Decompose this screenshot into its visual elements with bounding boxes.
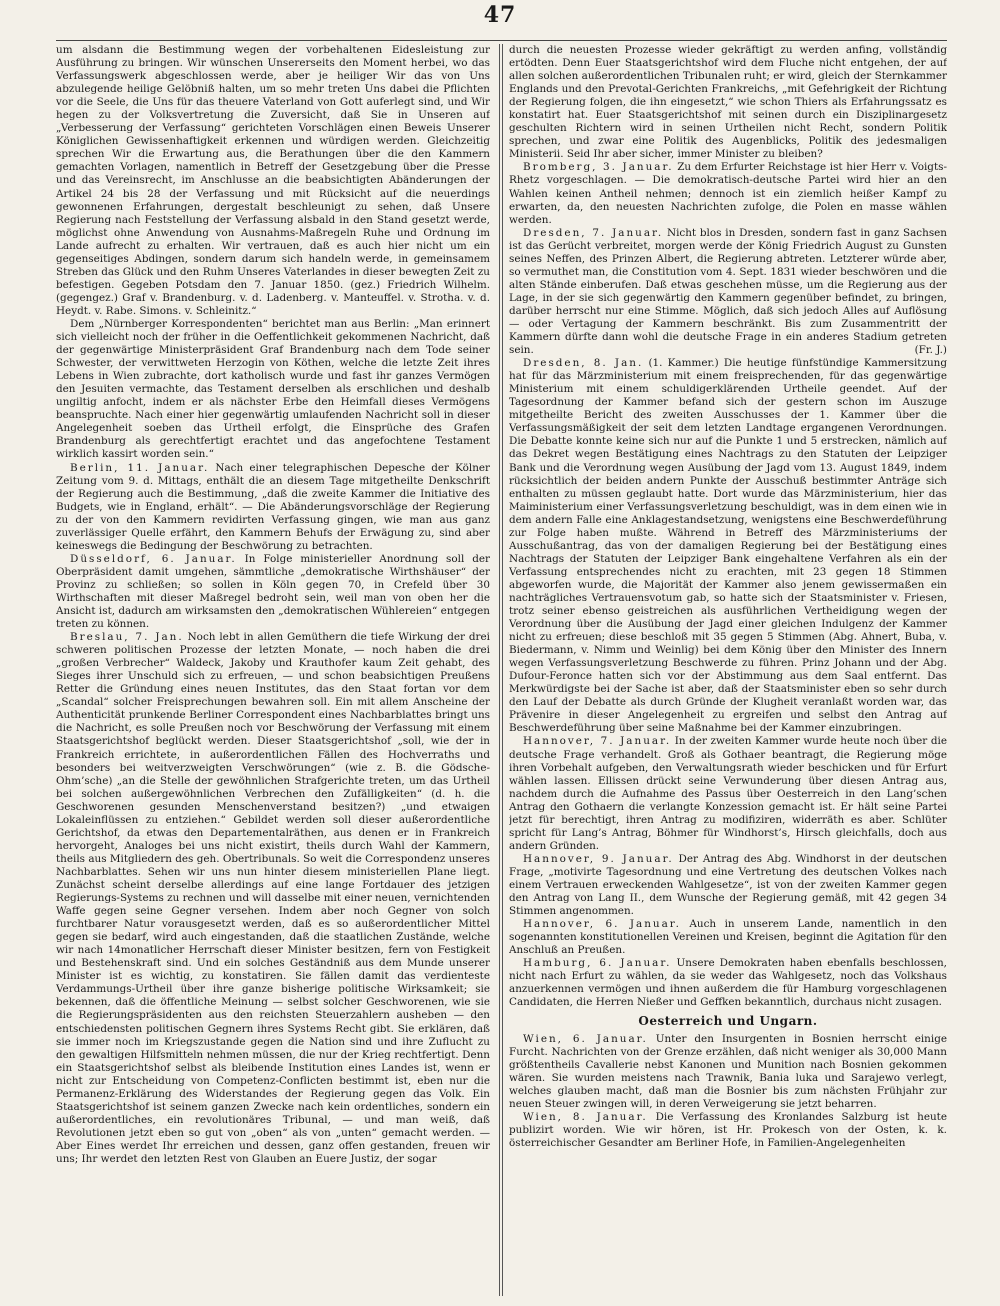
continued-paragraph bbox=[56, 44, 490, 318]
article-text: Zu dem Erfurter Reichstage ist hier Herr v. Voigts-Rhetz vorgeschlagen. — Die demokratisch-deutsche Partei wird hier an den Wahlen keinen Antheil nehmen; dennoch ist ein ziemlich heißer Kampf zu erwarten, da, den neuesten Nachrichten zufolge, die Polen en masse wählen werden. bbox=[509, 161, 947, 226]
article-dateline: Breslau, 7. Jan. bbox=[70, 631, 184, 644]
article-dateline: Hannover, 9. Januar. bbox=[523, 852, 674, 865]
article-dateline: Wien, 6. Januar. bbox=[523, 1032, 648, 1045]
article-dateline: Hannover, 6. Januar. bbox=[523, 918, 681, 931]
article-text: Nach einer telegraphischen Depesche der Kölner Zeitung vom 9. d. Mittags, enthält die an diesem Tage mitgetheilte Denkschrift der Regierung auch die Bestimmung, „daß die zweite Kammer die Initiative des Budgets, wie in England, erhält“. — Die Abänderungsvorschläge der Regierung zu der von den Kammern revidirten Verfassung gingen, wie man aus ganz zuverlässiger Quelle erfährt, den Kammern Behufs der Erwägung zu, sind aber keineswegs die Bedingung der Beschwörung zu betrachten. bbox=[56, 461, 490, 552]
header-rule bbox=[56, 40, 947, 41]
article-text: Nicht blos in Dresden, sondern fast in ganz Sachsen ist das Gerücht verbreitet, morgen werde der König Friedrich August zu Gunsten seines Neffen, des Prinzen Albert, die Regierung abtreten. Letzterer würde aber, so vermuthet man, die Constitution vom 4. Sept. 1831 wieder beschwören und die alten Stände einberufen. Daß etwas geschehen müsse, um die Regierung aus der Lage, in der sie sich gegenwärtig den Kammern gegenüber befindet, zu bringen, darüber herrscht nur eine Stimme. Möglich, daß sich jedoch Alles auf Auflösung — oder Vertagung der Kammern beschränkt. Bis zum Zusammentritt der Kammern dürfte dann wohl die deutsche Frage in ein anderes Stadium getreten sein. bbox=[509, 226, 947, 357]
article-dateline: Düsseldorf, 6. Januar. bbox=[70, 552, 237, 565]
article-text: Noch lebt in allen Gemüthern die tiefe Wirkung der drei schweren politischen Prozesse der letzten Monate, — noch haben die drei „großen Verbrecher“ Waldeck, Jakoby und Krauthofer kaum Zeit gehabt, des Sieges ihrer Unschuld sich zu erfreuen, — und schon beabsichtigen Preußens Retter die Gründung eines neuen Institutes, das den Staat fortan vor dem „Scandal“ solcher Freisprechungen bewahren soll. Ein mit allem Anscheine der Authenticität prunkende Berliner Correspondent eines Nachbarblattes bringt uns die Nachricht, es solle Preußen noch vor Beschwörung der Verfassung mit einem Staatsgerichtshof beglückt werden. Dieser Staatsgerichtshof „soll, wie der in Frankreich errichtete, in außerordentlichen Fällen des Hochverraths und besonders bei weitverzweigten Verschwörungen“ (wie z. B. die Gödsche-Ohm’sche) „an die Stelle der gewöhnlichen Strafgerichte treten, um das Urtheil bei solchen außergewöhnlichen Verbrechen den Zufälligkeiten“ (d. h. die Geschworenen gesunden Menschenverstand besitzen?) „und etwaigen Lokaleinflüssen zu entziehen.“ Gebildet werden soll dieser außerordentliche Gerichtshof, da etwas den Departementalräthen, aus denen er in Frankreich hervorgeht, Analoges bei uns nicht existirt, theils durch Wahl der Kammern, theils aus Mitgliedern des geh. Obertribunals. So weit die Correspondenz unseres Nachbarblattes. Sehen wir uns nun hinter diesem ministeriellen Plane liegt. Zunächst scheint derselbe allerdings auf eine lange Fortdauer des jetzigen Regierungs-Systems zu rechnen und will dasselbe mit einer neuen, vernichtenden Waffe gegen seine Gegner versehen. Indem aber noch Gegner von solch furchtbarer Natur vorausgesetzt werden, daß es so außerordentlicher Mittel gegen sie bedarf, wird auch eingestanden, daß die staatlichen Zustände, welche wir nach 14monatlicher Herrschaft dieser Minister besitzen, fern von Festigkeit und Bestehenskraft sind. Und ein solches Geständniß aus dem Munde unserer Minister ist es wichtig, zu konstatiren. Sie fällen damit das verdienteste Verdammungs-Urtheil über ihre ganze bisherige politische Wirksamkeit; sie bekennen, daß die öffentliche Meinung — selbst solcher Geschworenen, wie sie die Regierungspräsidenten aus den reichsten Steuerzahlern ausheben — den entschiedensten politischen Gegnern ihres Systems Recht gibt. Sie erklären, daß sie immer noch im Kriegszustande gegen die Nation sind und ihre Zuflucht zu den gewaltigen Hilfsmitteln nehmen müssen, die nur der Krieg rechtfertigt. Denn ein Staatsgerichtshof selbst als bleibende Institution eines Landes ist, wenn er nicht zur Entscheidung von Competenz-Conflicten bestimmt ist, eben nur die Permanenz-Erklärung des Widerstandes der Regierung gegen das Volk. Ein Staatsgerichtshof ist seinem ganzen Zwecke nach kein ordentliches, sondern ein außerordentliches, ein revolutionäres Tribunal, — und man weiß, daß Revolutionen jetzt eben so gut von „oben“ als von „unten“ gemacht werden. — Aber Eines werdet Ihr erreichen und dessen, ganz offen gestanden, freuen wir uns; Ihr werdet den letzten Rest von Glauben an Euere Justiz, der sogar bbox=[56, 631, 490, 1165]
article-text: Der Antrag des Abg. Windhorst in der deutschen Frage, „motivirte Tagesordnung und eine Vertretung des deutschen Volkes nach einem Vertrauen erweckenden Wahlgesetze“, ist von der zweiten Kammer gegen den Antrag von Lang II., dem Wunsche der Regierung gemäß, mit 42 gegen 34 Stimmen angenommen. bbox=[509, 852, 947, 918]
article-paragraph bbox=[509, 357, 947, 735]
article-text: Dem „Nürnberger Korrespondenten“ berichtet man aus Berlin: „Man erinnert sich vielleicht noch der früher in die Oeffentlichkeit gekommenen Nachricht, daß der gegenwärtige Ministerpräsident Graf Brandenburg nach dem Tode seiner Schwester, der verwittweten Herzogin von Köthen, welche die letzte Zeit ihres Lebens in Wien zubrachte, dort katholisch wurde und fast ihr ganzes Vermögen den Jesuiten vermachte, das Testament derselben als erschlichen und deshalb ungiltig anfocht, indem er als nächster Erbe den Heimfall dieses Vermögens beanspruchte. Nach einer hier gegenwärtig umlaufenden Nachricht soll in dieser Angelegenheit soeben das Urtheil erfolgt, die Einsprüche des Grafen Brandenburg als gerechtfertigt erachtet und das angefochtene Testament wirklich kassirt worden sein.“ bbox=[56, 317, 490, 461]
article-text: Auch in unserem Lande, namentlich in den sogenannten konstitutionellen Vereinen und Kreisen, beginnt die Agitation für den Anschluß an Preußen. bbox=[509, 918, 947, 957]
article-paragraph bbox=[509, 161, 947, 226]
continued-paragraph bbox=[509, 44, 947, 161]
article-text: durch die neuesten Prozesse wieder gekräftigt zu werden anfing, vollständig ertödten. Denn Euer Staatsgerichtshof wird dem Fluche nicht entgehen, der auf allen solchen außerordentlichen Tribunalen ruht; er wird, gleich der Sternkammer Englands und den Prevotal-Gerichten Frankreichs, „mit Gefehrigkeit der Richtung der Regierung folgen, die ihn eingesetzt,“ wie schon Thiers als Erfahrungssatz es konstatirt hat. Euer Staatsgerichtshof mit seinen durch ein Disziplinargesetz geschulten Richtern wird in seinen Urtheilen nicht Recht, sondern Politik sprechen, und zwar eine Politik des Augenblicks, Politik des jedesmaligen Ministerii. Seid Ihr aber sicher, immer Minister zu bleiben? bbox=[509, 44, 947, 161]
article-text: In der zweiten Kammer wurde heute noch über die deutsche Frage verhandelt. Groß als Gothaer beantragt, die Regierung möge ihren Vorbehalt aufgeben, den Verwaltungsrath wieder beschicken und für Erfurt wählen lassen. Ellissen drückt seine Verwunderung über diesen Antrag aus, nachdem durch die Aufnahme des Passus über Oesterreich in den Lang’schen Antrag den Gothaern die verlangte Konzession gemacht ist. Er hält seine Partei jetzt für berechtigt, ihren Antrag zu modifiziren, widerräth es aber. Schlüter spricht für Lang’s Antrag, Böhmer für Windhorst’s, Hirsch gleichfalls, doch aus andern Gründen. bbox=[509, 735, 947, 852]
article-paragraph bbox=[509, 918, 947, 957]
article-text: In Folge ministerieller Anordnung soll der Oberpräsident damit umgehen, sämmtliche „demokratische Wirthshäuser“ der Provinz zu schließen; so sollen in Köln gegen 70, in Crefeld über 30 Wirthschaften mit dieser Maßregel bedroht sein, weil man von oben her die Ansicht ist, dadurch am wirksamsten den „demokratischen Wühlereien“ entgegen treten zu können. bbox=[56, 552, 490, 631]
article-dateline: Dresden, 8. Jan. bbox=[523, 357, 644, 370]
article-paragraph bbox=[509, 853, 947, 918]
article-paragraph bbox=[509, 1033, 947, 1111]
article-text: Unsere Demokraten haben ebenfalls beschlossen, nicht nach Erfurt zu wählen, da sie weder das Wahlgesetz, noch das Volkshaus anzuerkennen vermögen und ihnen außerdem die für Hamburg vorgeschlagenen Candidaten, die Herren Nießer und Geffken bekanntlich, durchaus nicht zusagen. bbox=[509, 957, 947, 1009]
article-text: (1. Kammer.) Die heutige fünfstündige Kammersitzung hat für das Märzministerium mit einem freisprechenden, für das gegenwärtige Ministerium mit einem schuldigerklärenden Urtheile geendet. Auf der Tagesordnung der Kammer befand sich der gestern schon im Auszuge mitgetheilte Bericht des zweiten Ausschusses der 1. Kammer über die Verfassungsmäßigkeit der seit dem letzten Landtage ergangenen Verordnungen. Die Debatte konnte keine sich nur auf die Punkte 1 und 5 erstrecken, nämlich auf das Dekret wegen Bestätigung eines Nachtrags zu den Statuten der Leipziger Bank und die Verordnung wegen Ausübung der Jagd vom 13. August 1849, indem rücksichtlich der beiden andern Punkte der Ausschuß bestimmter Anträge sich enthalten zu müssen geglaubt hatte. Dort wurde das Märzministerium, hier das Maiministerium einer Verfassungsverletzung beschuldigt, was in dem einen wie in dem andern Falle eine Anklagestandsetzung, wenigstens eine Beschwerdeführung zur Folge haben mußte. Während in Betreff des Märzministeriums der Ausschußantrag, das von der damaligen Regierung bei der Bestätigung eines Nachtrags der Statuten der Leipziger Bank eingehaltene Verfahren als ein der Verfassung entsprechendes nicht zu erachten, mit 23 gegen 18 Stimmen abgeworfen wurde, die Majorität der Kammer also jenem gewissermaßen ein nachträgliches Vertrauensvotum gab, so hatte sich der Staatsminister v. Friesen, trotz seiner ebenso geistreichen als ausführlichen Vertheidigung wegen der Verordnung über die Ausübung der Jagd einer gleichen Indulgenz der Kammer nicht zu erfreuen; diese beschloß mit 35 gegen 5 Stimmen (Abg. Ahnert, Buba, v. Biedermann, v. Nimm und Weinlig) bei dem König über den Minister des Innern wegen Verfassungsverletzung Beschwerde zu führen. Prinz Johann und der Abg. Dufour-Feronce hatten sich vor der Abstimmung aus dem Saal entfernt. Das Merkwürdigste bei der Sache ist aber, daß der Staatsminister eben so sehr durch den Lauf der Debatte als durch Gründe der Klugheit veranlaßt worden war, das Prävenire in dieser Angelegenheit zu ergreifen und selbst den Antrag auf Beschwerdeführung über seine Maßnahme bei der Kammer einzubringen. bbox=[509, 357, 947, 735]
article-dateline: Hannover, 7. Januar. bbox=[523, 735, 672, 748]
article-paragraph bbox=[509, 957, 947, 1009]
article-text: Die Verfassung des Kronlandes Salzburg ist heute publizirt worden. Wie wir hören, ist Hr. Prokesch von der Osten, k. k. österreichischer Gesandter am Berliner Hofe, in Familien-Angelegenheiten bbox=[509, 1110, 947, 1149]
article-paragraph bbox=[56, 462, 490, 553]
article-text: um alsdann die Bestimmung wegen der vorbehaltenen Eidesleistung zur Ausführung zu bringen. Wir wünschen Unsererseits den Moment herbei, wo das Verfassungswerk abgeschlossen werde, aber je heiliger Wir das von Uns abzulegende heilige Gelöbniß halten, um so mehr treten Uns dabei die Pflichten vor die Seele, die Uns für das theuere Vaterland von Gott auferlegt sind, und Wir hegen zu der Volksvertretung die Zuversicht, daß Sie in Unseren auf „Verbesserung der Verfassung“ gerichteten Vorschlägen einen Beweis Unserer Königlichen Gewissenhaftigkeit erkennen und würdigen werden. Gleichzeitig sprechen Wir die Erwartung aus, die Berathungen über die den Kammern gemachten Vorlagen, namentlich in Betreff der Gesetzgebung über die Presse und das Vereinsrecht, im Anschlusse an die beabsichtigten Abänderungen der Artikel 24 bis 28 der Verfassung und mit Rücksicht auf die neuerdings gewonnenen Erfahrungen, dergestalt beschleunigt zu sehen, daß Unsere Regierung nach Feststellung der Verfassung alsbald in den Stand gesetzt werde, möglichst ohne Anwendung von Ausnahms-Maßregeln Ruhe und Ordnung im Lande aufrecht zu erhalten. Wir vertrauen, daß es auch hier nicht um ein gegenseitiges Abdingen, sondern darum sich handeln werde, in gemeinsamem Streben das Glück und den Ruhm Unseres Vaterlandes in dieser bewegten Zeit zu befestigen. Gegeben Potsdam den 7. Januar 1850. (gez.) Friedrich Wilhelm. (gegengez.) Graf v. Brandenburg. v. d. Ladenberg. v. Manteuffel. v. Strotha. v. d. Heydt. v. Rabe. Simons. v. Schleinitz.“ bbox=[56, 44, 490, 317]
article-paragraph bbox=[509, 735, 947, 852]
article-dateline: Hamburg, 6. Januar. bbox=[523, 957, 672, 970]
section-heading: Oesterreich und Ungarn. bbox=[638, 1014, 818, 1029]
article-dateline: Berlin, 11. Januar. bbox=[70, 461, 210, 474]
article-dateline: Bromberg, 3. Januar. bbox=[523, 161, 674, 174]
article-paragraph bbox=[56, 631, 490, 1166]
article-paragraph bbox=[509, 1111, 947, 1150]
article-dateline: Wien, 8. Januar. bbox=[523, 1110, 648, 1123]
left-column bbox=[56, 44, 490, 1298]
article-paragraph bbox=[509, 227, 947, 357]
continued-paragraph bbox=[56, 318, 490, 462]
source-citation: (Fr. J.) bbox=[914, 344, 947, 357]
column-divider bbox=[499, 44, 500, 1296]
article-dateline: Dresden, 7. Januar. bbox=[523, 226, 664, 239]
right-column bbox=[509, 44, 947, 1298]
article-text: Unter den Insurgenten in Bosnien herrscht einige Furcht. Nachrichten von der Grenze erzählen, daß nicht weniger als 30,000 Mann größtentheils Cavallerie nebst Kanonen und Munition nach Bosnien gekommen wären. Sie wurden meistens nach Trawnik, Bania luka und Sarajewo verlegt, welches glauben macht, daß man die Bosnier bis zum nächsten Frühjahr zur neuen Steuer zwingen will, in deren Verweigerung sie jetzt beharren. bbox=[509, 1032, 947, 1110]
article-paragraph bbox=[56, 553, 490, 631]
page-number: 47 bbox=[483, 2, 517, 28]
